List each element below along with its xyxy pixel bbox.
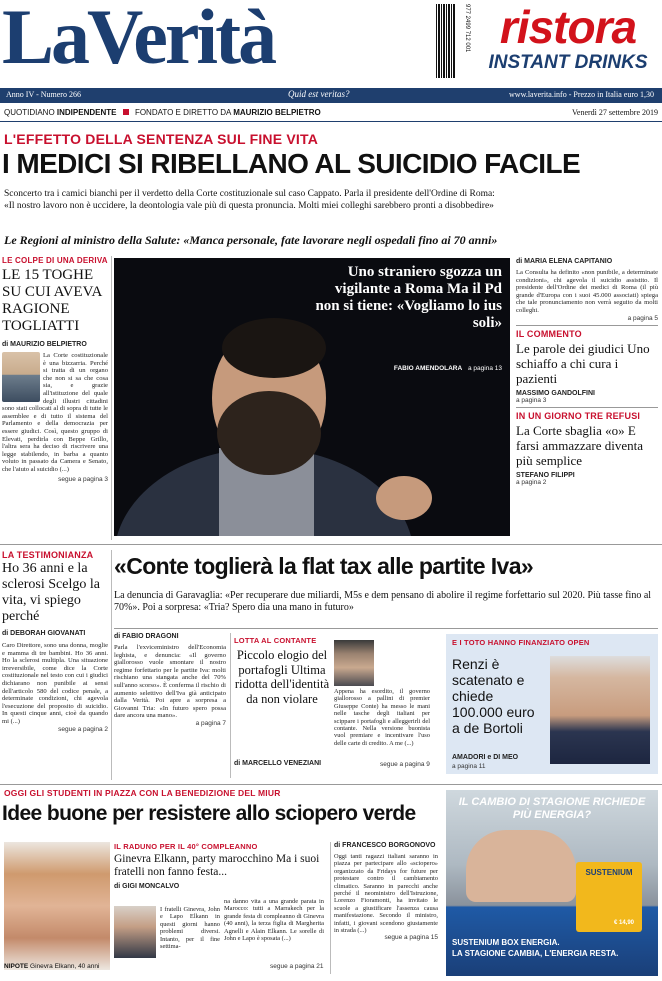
ristora-brand: ristora — [499, 1, 637, 53]
sciopero-headline[interactable]: Idee buone per resistere allo sciopero verde — [2, 802, 416, 825]
right-kicker-3: IN UN GIORNO TRE REFUSI — [516, 410, 641, 421]
contante-kicker: LOTTA AL CONTANTE — [234, 636, 317, 645]
ad-tagline-2: LA STAGIONE CAMBIA, L'ENERGIA RESTA. — [452, 949, 619, 958]
debortoli-photo — [550, 656, 650, 764]
photo-caption-headline[interactable]: Uno straniero sgozza un vigilante a Roma Ma il Pd non si tiene: «Vogliamo lo ius soli» — [315, 264, 502, 331]
right-body-1: La Consulta ha definito «non punibile, a determinate condizioni», chi agevola il suicidio assistito. Il presidente dell'Ordine dei medici di Roma (il più grande d'Europa con i suoi 45.000 associati) spiega che tale pronunciamento non verrà seguito da molti colleghi. — [516, 269, 658, 314]
lead-standfirst-line1: Sconcerto tra i camici bianchi per il verdetto della Corte costituzionale sul caso Cappato. Parla il presidente dell'Ordine di Roma: — [4, 189, 495, 199]
indipendente-label: INDIPENDENTE — [56, 108, 117, 117]
left-column — [2, 256, 108, 483]
sciopero-byline: di FRANCESCO BORGONOVO — [334, 842, 436, 849]
raduno-ref[interactable]: segue a pagina 21 — [270, 963, 324, 970]
elkann-caption-text: Ginevra Elkann, 40 anni — [30, 963, 100, 970]
conte-standfirst: La denuncia di Garavaglia: «Per recuperare due miliardi, M5s e dem pensano di abolire il regime forfettario sul 2020. Più tasse fino al 70%». Poi a sorpresa: «Tria? Spero dia una mano in futuro» — [114, 590, 652, 613]
right-byline-3: STEFANO FILIPPI — [516, 471, 575, 479]
fondato-label: FONDATO E DIRETTO DA — [134, 108, 231, 117]
left-headline[interactable]: LE 15 TOGHE SU CUI AVEVA RAGIONE TOGLIATTI — [2, 267, 102, 334]
raduno-byline: di GIGI MONCALVO — [114, 883, 180, 890]
info-bar — [0, 88, 662, 103]
divider — [516, 325, 658, 326]
divider — [330, 842, 331, 974]
right-column — [516, 258, 658, 486]
conte-article — [114, 633, 226, 727]
testimonianza-ref[interactable]: segue a pagina 2 — [58, 725, 108, 733]
testimonianza-byline: di DEBORAH GIOVANATI — [2, 630, 86, 637]
ad-price: € 14,90 — [614, 920, 635, 926]
lead-headline[interactable]: I MEDICI SI RIBELLANO AL SUICIDIO FACILE — [2, 148, 581, 179]
left-ref[interactable]: segue a pagina 3 — [58, 475, 108, 483]
raduno-body-2: na danno vita a una grande parata in Marocco: tutti a Marrakech per la grande festa di compleanno di Ginevra (40 anni), la terza figlia di Margherita Agnelli e Alain Elkann. Le sorelle di John e Lapo è sposata (...) — [224, 898, 324, 943]
right-ref-2[interactable]: a pagina 3 — [516, 396, 547, 404]
right-kicker-2: IL COMMENTO — [516, 328, 582, 339]
divider — [0, 784, 662, 785]
renzi-byline: AMADORI e DI MEO — [452, 754, 519, 761]
renzi-photo — [114, 258, 510, 536]
ristora-tagline: INSTANT DRINKS — [488, 52, 648, 73]
issue-date: Venerdì 27 settembre 2019 — [572, 108, 658, 117]
sciopero-kicker: OGGI GLI STUDENTI IN PIAZZA CON LA BENEDIZIONE DEL MIUR — [4, 788, 281, 798]
divider — [0, 544, 662, 545]
lead-standfirst — [4, 188, 660, 212]
lead-kicker: L'EFFETTO DELLA SENTENZA SUL FINE VITA — [4, 131, 319, 147]
conte-ref[interactable]: a pagina 7 — [195, 719, 226, 727]
veneziani-photo — [334, 640, 374, 686]
divider — [111, 256, 112, 540]
right-ref-3[interactable]: a pagina 2 — [516, 478, 547, 486]
raduno-body-1: I fratelli Ginevra, John e Lapo Elkann in questi giorni hanno problemi diversi. Intanto, per il fine settima- — [160, 906, 220, 951]
testimonianza-kicker: LA TESTIMONIANZA — [2, 550, 94, 560]
divider — [0, 121, 662, 122]
motto: Quid est veritas? — [288, 89, 350, 99]
sciopero-ref[interactable]: segue a pagina 15 — [384, 934, 438, 942]
left-kicker: LE COLPE DI UNA DERIVA — [2, 256, 108, 265]
ad-product-name: SUSTENIUM — [585, 868, 633, 877]
raduno-headline[interactable]: Ginevra Elkann, party marocchino Ma i suoi fratelli non fanno festa... — [114, 853, 320, 878]
right-headline-2[interactable]: Le parole dei giudici Uno schiaffo a chi cura i pazienti — [516, 340, 650, 386]
testimonianza-body: Caro Direttore, sono una donna, moglie e mamma di tre bambini. Ho 36 anni. Ho la sclerosi multipla. Una situazione irreversibile, come dice la Corte costituzionale nel testo con cui i giudici dichiarano non punibile ai sensi dell'articolo 580 del codice penale, a determinate condizioni, chi agevola l'esecuzione del proposito di suicidio. In questi cinque anni, cioè da quando mi (...) — [2, 642, 108, 725]
elkann-caption-name: NIPOTE — [4, 963, 29, 970]
elkann-photo — [4, 842, 110, 970]
ad-headline: IL CAMBIO DI STAGIONE RICHIEDE PIÙ ENERGIA? — [458, 796, 646, 821]
lead-standfirst-line2: «Il nostro lavoro non è uccidere, la deontologia vale più di questa pronuncia. Molti miei colleghi sarebbero pronti a disobbedire» — [4, 201, 494, 211]
sustenium-ad[interactable] — [446, 790, 658, 976]
sciopero-article — [334, 842, 438, 941]
testimonianza-headline[interactable]: Ho 36 anni e la sclerosi Scelgo la vita, vi spiego perché — [2, 561, 100, 624]
renzi-ref[interactable]: a pagina 11 — [452, 763, 486, 770]
barcode-number: 977 2499 712 001 — [464, 4, 470, 53]
renzi-headline[interactable]: Renzi è scatenato e chiede 100.000 euro a de Bortoli — [452, 656, 535, 736]
raduno-kicker: IL RADUNO PER IL 40° COMPLEANNO — [114, 842, 258, 851]
issue-number: Anno IV - Numero 266 — [6, 90, 81, 99]
contante-byline: di MARCELLO VENEZIANI — [234, 760, 322, 767]
divider — [230, 633, 231, 778]
photo-caption-byline: FABIO AMENDOLARA — [393, 365, 463, 372]
conte-body: Parla l'exviceministro dell'Economia leghista, e denuncia: «Il governo giallorosso vuole smontare il nostro regime forfettario per le partite Iva: molti rischiano una stangata anche del 70% sull'anno scorso». È conferma il rischio di aumento selettivo dell'Iva già anticipato dalla Verità. Poi apre a sorpresa a Giovanni Tria: «In futuro spero possa dare ancora una mano». — [114, 644, 226, 720]
right-ref-1[interactable]: a pagina 5 — [627, 314, 658, 322]
contante-headline[interactable]: Piccolo elogio del portafogli Ultima ridotta dell'identità da non violare — [234, 648, 330, 706]
sub-bar — [4, 108, 658, 120]
divider — [114, 628, 658, 629]
left-body: La Corte costituzionale è una bizzarria. Perché si tratta di un organo che non si sa che cosa sia, e grazie all'istituzione del quale degli illustri cittadini sono stati collocati al di sopra di tutte le assemblee e di tutto il sistema del Parlamento e della democrazia per essere giudici. Così, questo gruppo di Elevati, perdirla con Beppe Grillo, l'altra sera ha deciso di riscrivere una legge stabilendo, in barba a quanto voluto in passato da Camera e Senato, che l'aiuto al suicidio (...) — [2, 352, 108, 473]
contante-ref[interactable]: segue a pagina 9 — [380, 761, 430, 768]
testimonianza-column — [2, 550, 108, 733]
renzi-box — [446, 634, 658, 774]
divider — [516, 407, 658, 408]
contante-column — [234, 636, 330, 706]
right-headline-3[interactable]: La Corte sbaglia «o» E farsi ammazzare diventa più semplice — [516, 422, 644, 468]
photo-caption-ref — [394, 365, 502, 372]
sciopero-body: Oggi tanti ragazzi italiani saranno in piazza per partecipare allo «sciopero» organizzato da Fridays for future per protestare contro il cambiamento climatico. Saranno in parecchi anche perché il neoministro dell'Istruzione, Lorenzo Fioramonti, ha invitato le scuole a giustificare l'assenza causa manifestazione. Secondo il ministro, infatti, i giovani scendono giustamente in strada (...) — [334, 853, 438, 935]
moncalvo-photo — [114, 906, 156, 958]
masthead-title: LaVerità — [2, 0, 275, 80]
photo-caption-page[interactable]: a pagina 13 — [468, 365, 502, 372]
conte-byline: di FABIO DRAGONI — [114, 633, 179, 640]
square-icon — [123, 109, 129, 115]
website-price: www.laverita.info - Prezzo in Italia euro 1,30 — [509, 90, 654, 99]
direttore-name: MAURIZIO BELPIETRO — [233, 108, 321, 117]
renzi-kicker: E I TOTO HANNO FINANZIATO OPEN — [452, 638, 590, 647]
belpietro-photo — [2, 352, 40, 402]
ad-tagline-1: SUSTENIUM BOX ENERGIA. — [452, 938, 560, 947]
right-byline-1: di MARIA ELENA CAPITANIO — [516, 258, 613, 265]
ad-person-image — [466, 830, 576, 902]
conte-headline[interactable]: «Conte toglierà la flat tax alle partite Iva» — [114, 553, 534, 579]
quotidiano-label: QUOTIDIANO — [4, 108, 55, 117]
right-byline-2: MASSIMO GANDOLFINI — [516, 389, 595, 397]
ristora-ad[interactable] — [478, 2, 658, 82]
lead-subhead: Le Regioni al ministro della Salute: «Manca personale, fate lavorare negli ospedali fino ai 70 anni» — [4, 233, 498, 247]
barcode — [436, 4, 456, 78]
divider — [111, 550, 112, 780]
left-byline: di MAURIZIO BELPIETRO — [2, 341, 87, 348]
contante-body: Appena ha esordito, il governo giallorosso a pallini di premier Giuseppe Conte) ha messo le mani nelle tasche degli italiani per scippare i portafogli e alleggerirli del contante. Nella versione buonista vuol premiare e incentivare l'uso delle carte di credito. A me (...) — [334, 688, 430, 747]
elkann-caption — [4, 963, 99, 970]
